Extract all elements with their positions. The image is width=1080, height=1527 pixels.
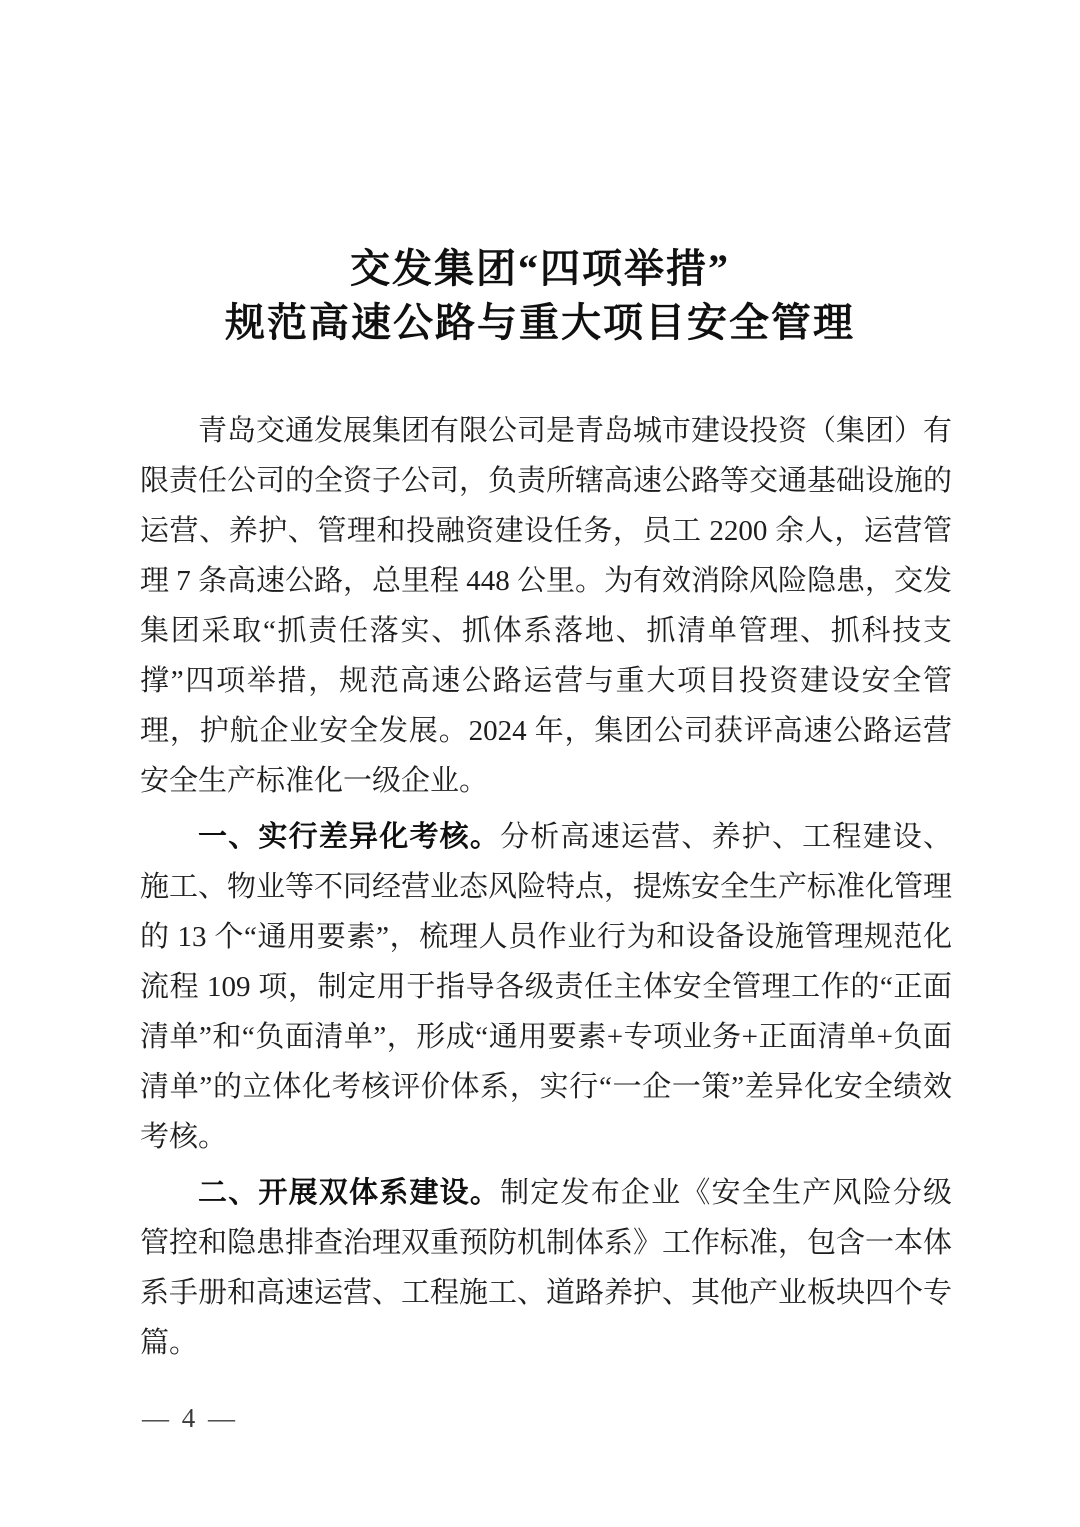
document-body — [140, 406, 952, 1368]
section-1-heading: 一、实行差异化考核。 — [198, 821, 501, 853]
section-1-text: 分析高速运营、养护、工程建设、施工、物业等不同经营业态风险特点，提炼安全生产标准化管理的 13 个“通用要素”，梳理人员作业行为和设备设施管理规范化流程 109 项，制定用于指导各级责任主体安全管理工作的“正面清单”和“负面清单”，形成“通用要素+专项业务+正面清单+负面清单”的立体化考核评价体系，实行“一企一策”差异化安全绩效考核。 — [140, 821, 953, 1153]
section-2-text: 制定发布企业《安全生产风险分级管控和隐患排查治理双重预防机制体系》工作标准，包含一本体系手册和高速运营、工程施工、道路养护、其他产业板块四个专篇。 — [140, 1177, 953, 1359]
section-2-paragraph — [140, 1168, 952, 1368]
section-2-heading: 二、开展双体系建设。 — [198, 1177, 501, 1209]
intro-paragraph — [140, 406, 952, 806]
footer-page-number: — 4 — — [142, 1403, 238, 1433]
intro-paragraph-text: 青岛交通发展集团有限公司是青岛城市建设投资（集团）有限责任公司的全资子公司，负责所辖高速公路等交通基础设施的运营、养护、管理和投融资建设任务，员工 2200 余人，运营管理 7 条高速公路，总里程 448 公里。为有效消除风险隐患，交发集团采取“抓责任落实、抓体系落地、抓清单管理、抓科技支撑”四项举措，规范高速公路运营与重大项目投资建设安全管理，护航企业安全发展。2024 年，集团公司获评高速公路运营安全生产标准化一级企业。 — [140, 415, 953, 797]
page-title — [0, 0, 1080, 350]
section-1-paragraph — [140, 812, 952, 1162]
page-title-line-2: 规范高速公路与重大项目安全管理 — [225, 300, 855, 345]
page-title-line-1: 交发集团“四项举措” — [350, 246, 730, 291]
